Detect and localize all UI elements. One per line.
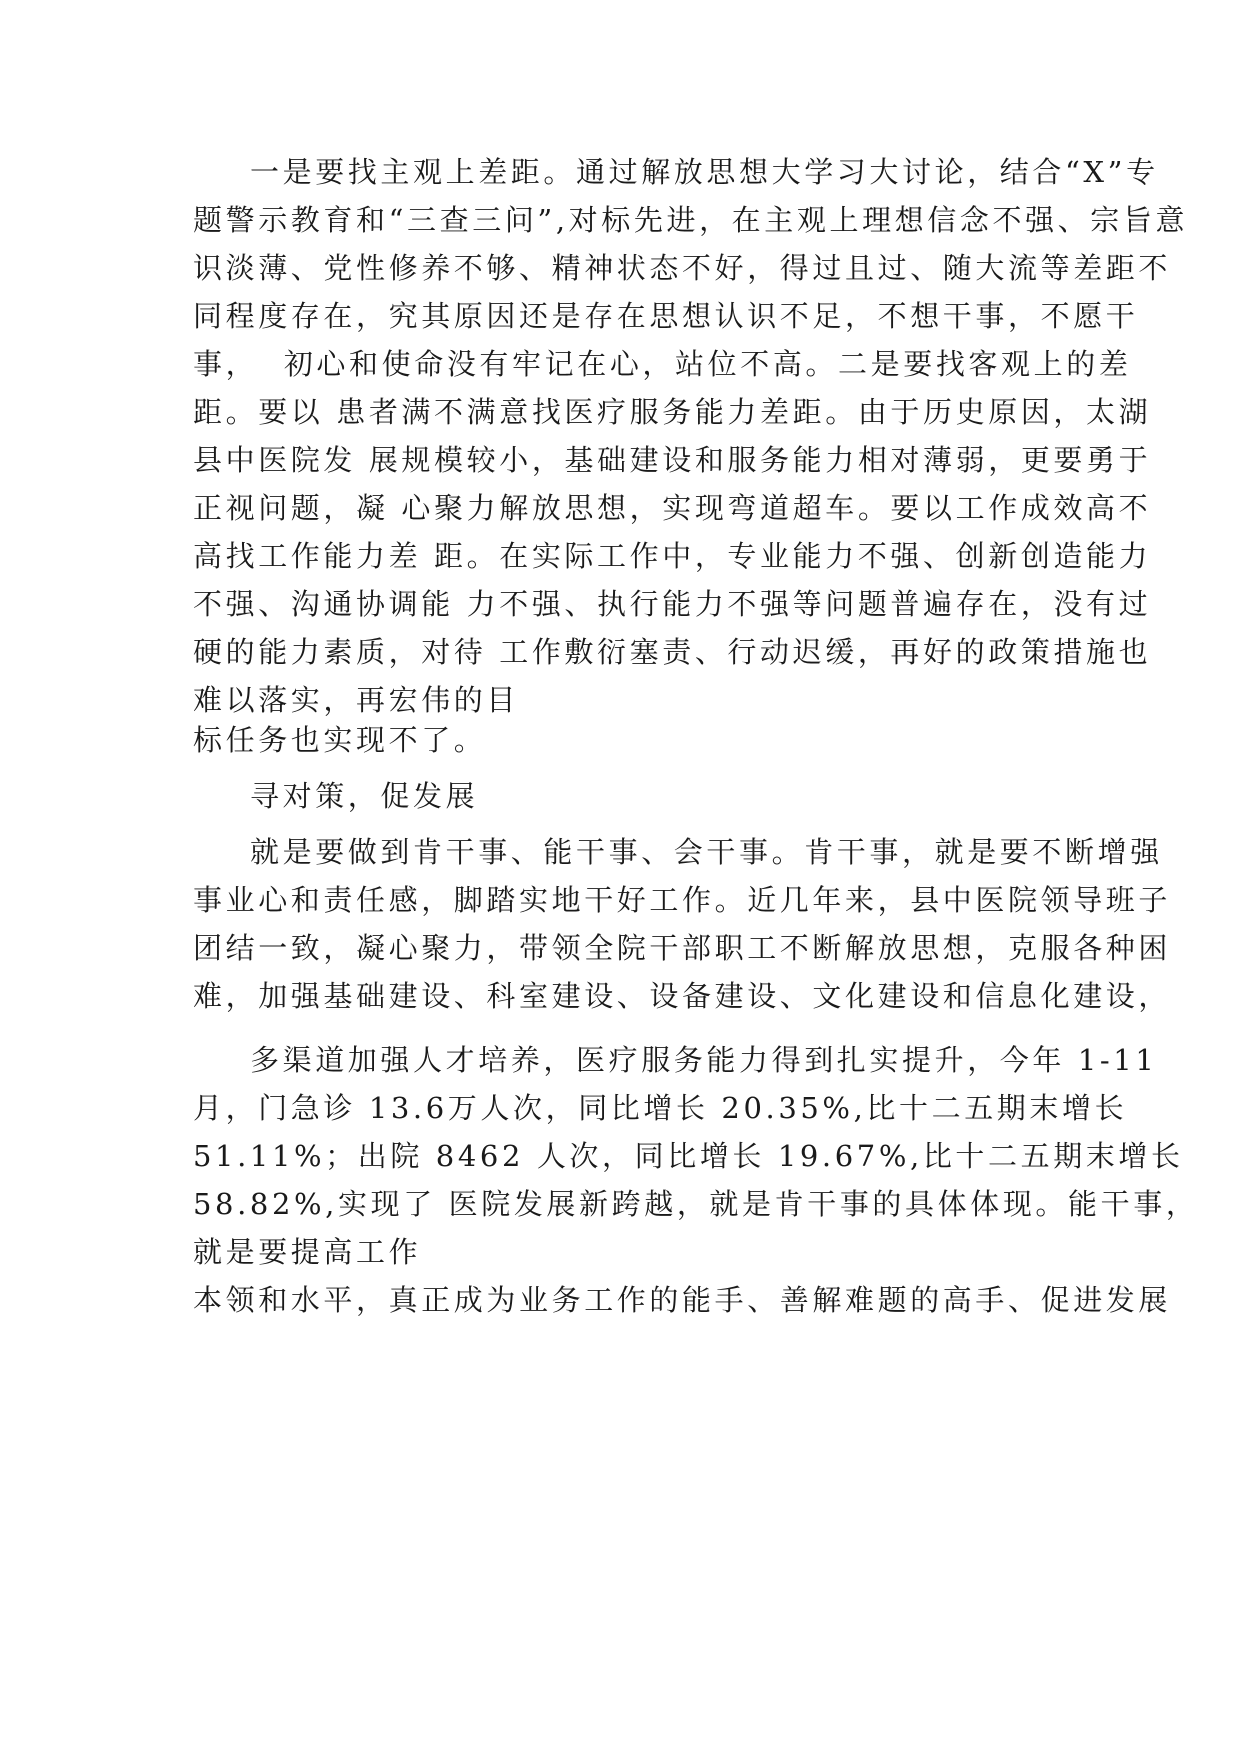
- text-line: 县中医院发 展规模较小，基础建设和服务能力相对薄弱，更要勇于: [193, 443, 1152, 477]
- text-line: 高找工作能力差 距。在实际工作中，专业能力不强、创新创造能力: [193, 539, 1152, 573]
- text-line: 事业心和责任感，脚踏实地干好工作。近几年来，县中医院领导班子: [193, 883, 1172, 917]
- text-line: 同程度存在，究其原因还是存在思想认识不足，不想干事，不愿干: [193, 299, 1139, 333]
- text-line: 识淡薄、党性修养不够、精神状态不好，得过且过、随大流等差距不: [193, 251, 1172, 285]
- text-line: 难，加强基础建设、科室建设、设备建设、文化建设和信息化建设，: [193, 979, 1172, 1013]
- text-line: 51.11%；出院 8462 人次，同比增长 19.67%,比十二五期末增长: [193, 1139, 1184, 1173]
- text-line: 本领和水平，真正成为业务工作的能手、善解难题的高手、促进发展: [193, 1283, 1172, 1317]
- text-line: 不强、沟通协调能 力不强、执行能力不强等问题普遍存在，没有过: [193, 587, 1152, 621]
- text-line: 58.82%,实现了 医院发展新跨越，就是肯干事的具体体现。能干事，: [193, 1187, 1199, 1221]
- text-line: 标任务也实现不了。: [193, 723, 487, 757]
- text-line: 就是要做到肯干事、能干事、会干事。肯干事，就是要不断增强: [250, 835, 1163, 869]
- text-line: 题警示教育和“三查三问”,对标先进，在主观上理想信念不强、宗旨意: [193, 203, 1189, 237]
- section-heading: 寻对策，促发展: [250, 779, 479, 813]
- text-line: 就是要提高工作: [193, 1235, 422, 1269]
- text-line: 月，门急诊 13.6万人次，同比增长 20.35%,比十二五期末增长: [193, 1091, 1128, 1125]
- text-line: 硬的能力素质，对待 工作敷衍塞责、行动迟缓，再好的政策措施也: [193, 635, 1152, 669]
- text-line: 距。要以 患者满不满意找医疗服务能力差距。由于历史原因，太湖: [193, 395, 1152, 429]
- text-line: 多渠道加强人才培养，医疗服务能力得到扎实提升，今年 1-11: [250, 1043, 1158, 1077]
- text-line: 团结一致，凝心聚力，带领全院干部职工不断解放思想，克服各种困: [193, 931, 1172, 965]
- text-line: 难以落实，再宏伟的目: [193, 683, 520, 717]
- text-line: 事， 初心和使命没有牢记在心，站位不高。二是要找客观上的差: [193, 347, 1132, 381]
- text-line: 正视问题，凝 心聚力解放思想，实现弯道超车。要以工作成效高不: [193, 491, 1152, 525]
- text-line: 一是要找主观上差距。通过解放思想大学习大讨论，结合“X”专: [250, 155, 1159, 189]
